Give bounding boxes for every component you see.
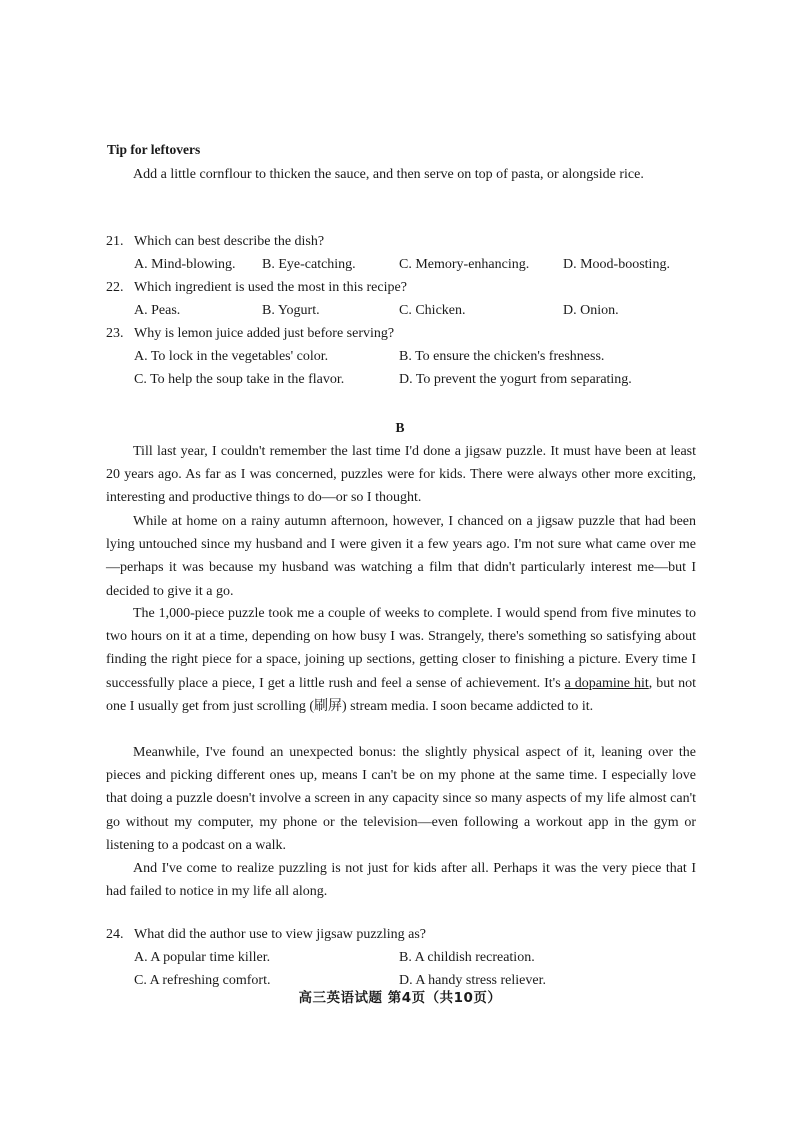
passage-paragraph-4: Meanwhile, I've found an unexpected bonus: the slightly physical aspect of it, leaning over the pieces and picking different ones up, means I can't be on my phone at the same time. I especially love that doing a puzzle doesn't involve a screen in any capacity since so many aspects of my life almost can't go without my computer, my phone or the television—even following a workout app in the gym or listening to a podcast on a walk. xyxy=(106,745,696,853)
option-22-a: A. Peas. xyxy=(134,303,181,318)
option-23-a: A. To lock in the vegetables' color. xyxy=(134,349,329,364)
tip-title: Tip for leftovers xyxy=(107,142,201,157)
option-23-d: D. To prevent the yogurt from separating. xyxy=(399,372,632,387)
paragraph-text: , but not one I usually get from just scrolling (刷屏) stream media. I soon became addicted to it. xyxy=(106,675,696,714)
question-text: What did the author use to view jigsaw puzzling as? xyxy=(134,927,426,942)
passage-paragraph-3 xyxy=(106,602,696,718)
option-21-d: D. Mood-boosting. xyxy=(563,257,670,272)
option-22-c: C. Chicken. xyxy=(399,303,466,318)
question-23 xyxy=(106,326,394,342)
question-22 xyxy=(106,280,407,296)
option-23-c: C. To help the soup take in the flavor. xyxy=(134,372,345,387)
page-footer: 高三英语试题 第4页（共10页） xyxy=(298,990,502,1006)
option-24-a: A. A popular time killer. xyxy=(134,950,271,965)
option-21-b: B. Eye-catching. xyxy=(262,257,356,272)
question-text: Which ingredient is used the most in this recipe? xyxy=(134,280,407,295)
question-text: Why is lemon juice added just before serving? xyxy=(134,326,395,341)
passage-paragraph-2: While at home on a rainy autumn afternoon, however, I chanced on a jigsaw puzzle that had been lying untouched since my husband and I were given it a few years ago. I'm not sure what came over me—perhaps it was because my husband was watching a film that didn't particularly interest me—but I decided to give it a go. xyxy=(106,514,696,599)
option-22-d: D. Onion. xyxy=(563,303,619,318)
paragraph-text: The 1,000-piece puzzle took me a couple of weeks to complete. I would spend from five minutes to two hours on it at a time, depending on how busy I was. Strangely, there's something so satisfying about finding the right piece for a space, joining up sections, getting closer to finishing a picture. Every time I successfully place a piece, I get a little rush and feel a sense of achievement. It's xyxy=(106,606,696,691)
question-number: 21. xyxy=(106,234,124,249)
underlined-phrase: a dopamine hit xyxy=(564,675,649,691)
option-24-d: D. A handy stress reliever. xyxy=(399,973,546,988)
question-21 xyxy=(106,234,324,250)
passage-paragraph-1: Till last year, I couldn't remember the last time I'd done a jigsaw puzzle. It must have been at least 20 years ago. As far as I was concerned, puzzles were for kids. There were always other more exciting, interesting and productive things to do—or so I thought. xyxy=(106,444,696,506)
question-text: Which can best describe the dish? xyxy=(134,234,325,249)
passage-paragraph-5: And I've come to realize puzzling is not just for kids after all. Perhaps it was the very piece that I had failed to notice in my life all along. xyxy=(106,861,696,900)
section-heading: B xyxy=(395,420,405,435)
option-24-b: B. A childish recreation. xyxy=(399,950,535,965)
option-21-a: A. Mind-blowing. xyxy=(134,257,236,272)
tip-body: Add a little cornflour to thicken the sauce, and then serve on top of pasta, or alongside rice. xyxy=(133,167,644,182)
question-24 xyxy=(106,927,426,943)
question-number: 22. xyxy=(106,280,124,295)
option-24-c: C. A refreshing comfort. xyxy=(134,973,271,988)
option-23-b: B. To ensure the chicken's freshness. xyxy=(399,349,605,364)
question-number: 24. xyxy=(106,927,124,942)
question-number: 23. xyxy=(106,326,124,341)
option-21-c: C. Memory-enhancing. xyxy=(399,257,530,272)
option-22-b: B. Yogurt. xyxy=(262,303,320,318)
